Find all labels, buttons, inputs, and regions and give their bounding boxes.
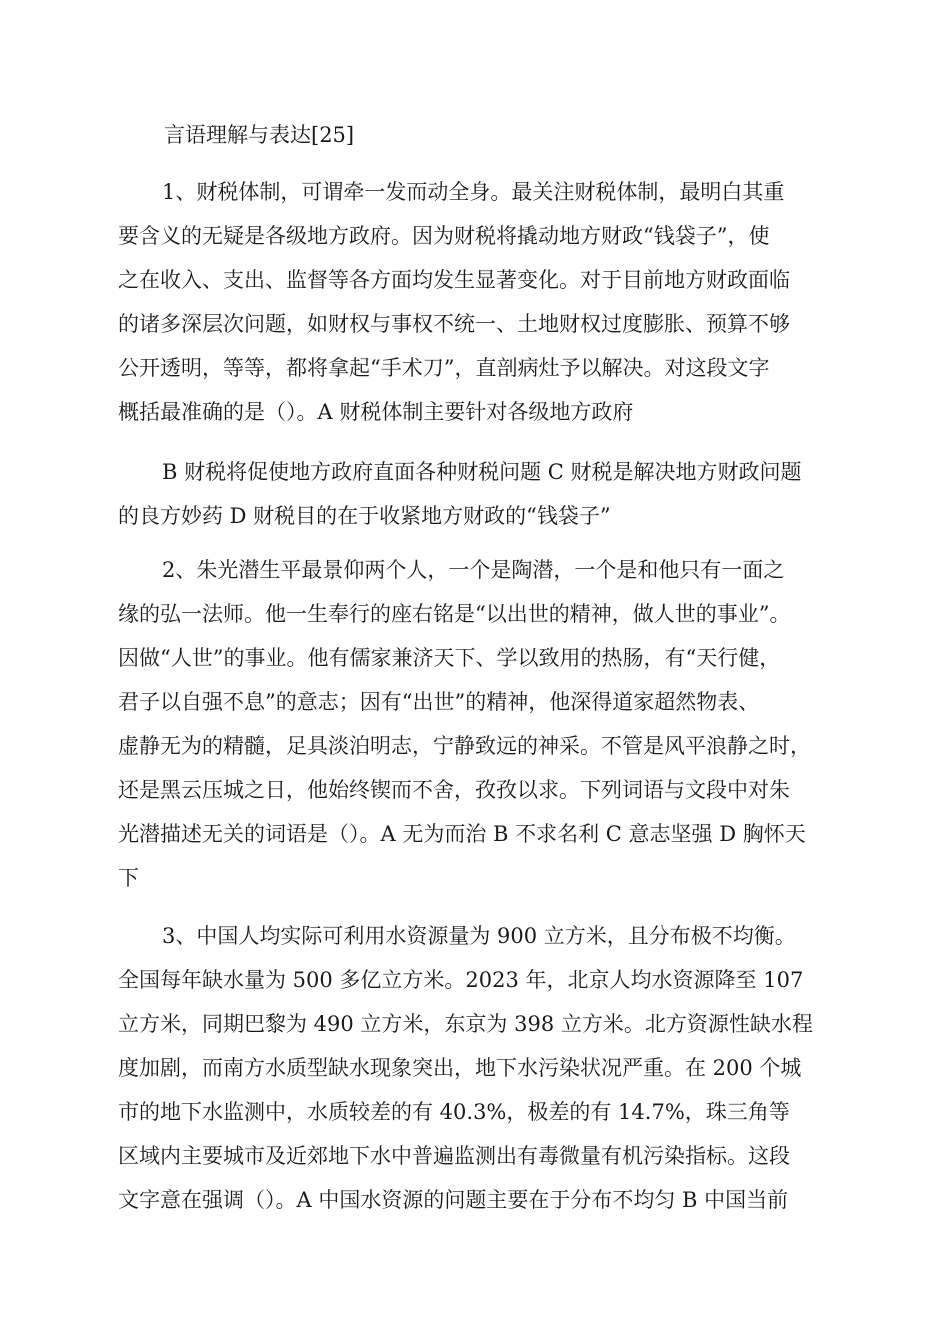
paragraph-line: 缘的弘一法师。他一生奉行的座右铭是“以出世的精神，做人世的事业”。	[118, 602, 791, 626]
question-2-paragraph	[118, 548, 833, 900]
paragraph-line: 虚静无为的精髓，足具淡泊明志，宁静致远的神采。不管是风平浪静之时，	[118, 734, 811, 758]
paragraph-line: 市的地下水监测中，水质较差的有 40.3%，极差的有 14.7%，珠三角等	[118, 1100, 790, 1124]
question-1-paragraph	[118, 170, 833, 434]
paragraph-line: 2、朱光潜生平最景仰两个人，一个是陶潜，一个是和他只有一面之	[162, 558, 785, 582]
paragraph-line: 文字意在强调（）。A 中国水资源的问题主要在于分布不均匀 B 中国当前	[118, 1188, 789, 1212]
paragraph-line: 3、中国人均实际可利用水资源量为 900 立方米，且分布极不均衡。	[162, 924, 796, 948]
paragraph-line: 公开透明，等等，都将拿起“手术刀”，直剖病灶予以解决。对这段文字	[118, 356, 770, 380]
paragraph-line: 要含义的无疑是各级地方政府。因为财税将撬动地方财政“钱袋子”，使	[118, 224, 770, 248]
paragraph-line: 的良方妙药 D 财税目的在于收紧地方财政的“钱袋子”	[118, 504, 611, 528]
paragraph-line: 概括最准确的是（）。A 财税体制主要针对各级地方政府	[118, 400, 634, 424]
question-3-paragraph	[118, 914, 833, 1222]
paragraph-line: 区域内主要城市及近郊地下水中普遍监测出有毒微量有机污染指标。这段	[118, 1144, 790, 1168]
paragraph-line: 全国每年缺水量为 500 多亿立方米。2023 年，北京人均水资源降至 107	[118, 968, 804, 992]
paragraph-line: 下	[118, 866, 139, 890]
paragraph-line: 还是黑云压城之日，他始终锲而不舍，孜孜以求。下列词语与文段中对朱	[118, 778, 790, 802]
paragraph-line: 立方米，同期巴黎为 490 立方米，东京为 398 立方米。北方资源性缺水程	[118, 1012, 813, 1036]
paragraph-line: 光潜描述无关的词语是（）。A 无为而治 B 不求名利 C 意志坚强 D 胸怀天	[118, 822, 806, 846]
question-1-options-paragraph	[118, 450, 833, 538]
paragraph-line: 度加剧，而南方水质型缺水现象突出，地下水污染状况严重。在 200 个城	[118, 1056, 802, 1080]
document-title: 言语理解与表达[25]	[164, 123, 355, 147]
paragraph-line: B 财税将促使地方政府直面各种财税问题 C 财税是解决地方财政问题	[162, 460, 802, 484]
paragraph-line: 君子以自强不息”的意志；因有“出世”的精神，他深得道家超然物表、	[118, 690, 760, 714]
paragraph-line: 1、财税体制，可谓牵一发而动全身。最关注财税体制，最明白其重	[162, 180, 785, 204]
paragraph-line: 因做“人世”的事业。他有儒家兼济天下、学以致用的热肠，有“天行健，	[118, 646, 781, 670]
paragraph-line: 的诸多深层次问题，如财权与事权不统一、土地财权过度膨胀、预算不够	[118, 312, 790, 336]
paragraph-line: 之在收入、支出、监督等各方面均发生显著变化。对于目前地方财政面临	[118, 268, 790, 292]
